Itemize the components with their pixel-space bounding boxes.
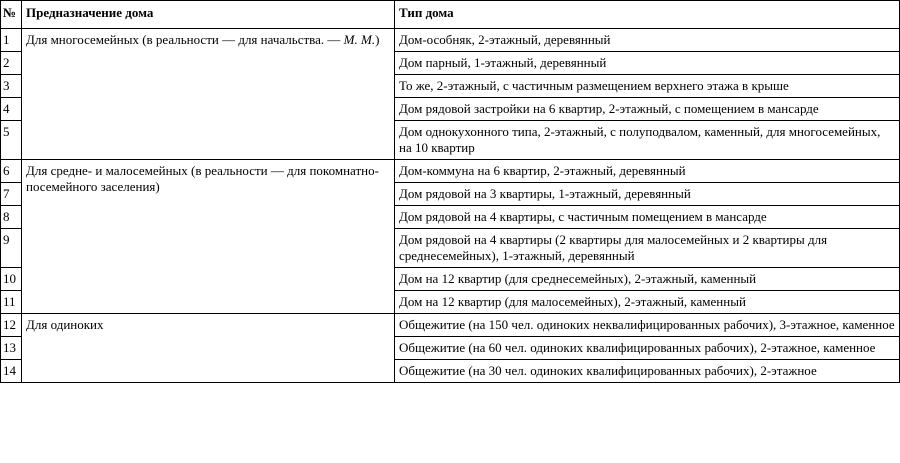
header-number: №	[1, 1, 22, 29]
header-type: Тип дома	[395, 1, 900, 29]
type-cell: Дом парный, 1-этажный, деревянный	[395, 52, 900, 75]
purpose-close: )	[375, 32, 380, 47]
type-cell: Дом рядовой на 4 квартиры (2 квартиры для малосемейных и 2 квартиры для среднесемейных), 1-этажный, деревянный	[395, 229, 900, 268]
row-number: 4	[1, 98, 22, 121]
type-cell: Дом рядовой на 3 квартиры, 1-этажный, деревянный	[395, 183, 900, 206]
type-cell: Дом однокухонного типа, 2-этажный, с полуподвалом, каменный, для многосемейных, на 10 квартир	[395, 121, 900, 160]
type-cell: Дом-коммуна на 6 квартир, 2-этажный, деревянный	[395, 160, 900, 183]
row-number: 3	[1, 75, 22, 98]
row-number: 9	[1, 229, 22, 268]
type-cell: Дом рядовой застройки на 6 квартир, 2-этажный, с помещением в мансарде	[395, 98, 900, 121]
type-cell: Общежитие (на 150 чел. одиноких неквалифицированных рабочих), 3-этажное, каменное	[395, 314, 900, 337]
row-number: 5	[1, 121, 22, 160]
type-cell: Общежитие (на 30 чел. одиноких квалифицированных рабочих), 2-этажное	[395, 360, 900, 383]
row-number: 2	[1, 52, 22, 75]
type-cell: Дом на 12 квартир (для среднесемейных), 2-этажный, каменный	[395, 268, 900, 291]
row-number: 11	[1, 291, 22, 314]
purpose-author: М. М.	[343, 32, 376, 47]
type-cell: Дом на 12 квартир (для малосемейных), 2-этажный, каменный	[395, 291, 900, 314]
table-row	[1, 314, 900, 337]
header-purpose: Предназначение дома	[22, 1, 395, 29]
purpose-cell: Для средне- и малосемейных (в реальности — для покомнатно-посемейного заселения)	[22, 160, 395, 314]
type-cell: То же, 2-этажный, с частичным размещением верхнего этажа в крыше	[395, 75, 900, 98]
purpose-cell	[22, 29, 395, 160]
row-number: 12	[1, 314, 22, 337]
row-number: 10	[1, 268, 22, 291]
table-row	[1, 160, 900, 183]
row-number: 14	[1, 360, 22, 383]
table-row	[1, 29, 900, 52]
row-number: 6	[1, 160, 22, 183]
table-header-row	[1, 1, 900, 29]
row-number: 13	[1, 337, 22, 360]
type-cell: Дом-особняк, 2-этажный, деревянный	[395, 29, 900, 52]
row-number: 7	[1, 183, 22, 206]
row-number: 8	[1, 206, 22, 229]
purpose-cell: Для одиноких	[22, 314, 395, 383]
purpose-text: Для многосемейных (в реальности — для начальства. —	[26, 32, 344, 47]
type-cell: Дом рядовой на 4 квартиры, с частичным помещением в мансарде	[395, 206, 900, 229]
row-number: 1	[1, 29, 22, 52]
type-cell: Общежитие (на 60 чел. одиноких квалифицированных рабочих), 2-этажное, каменное	[395, 337, 900, 360]
